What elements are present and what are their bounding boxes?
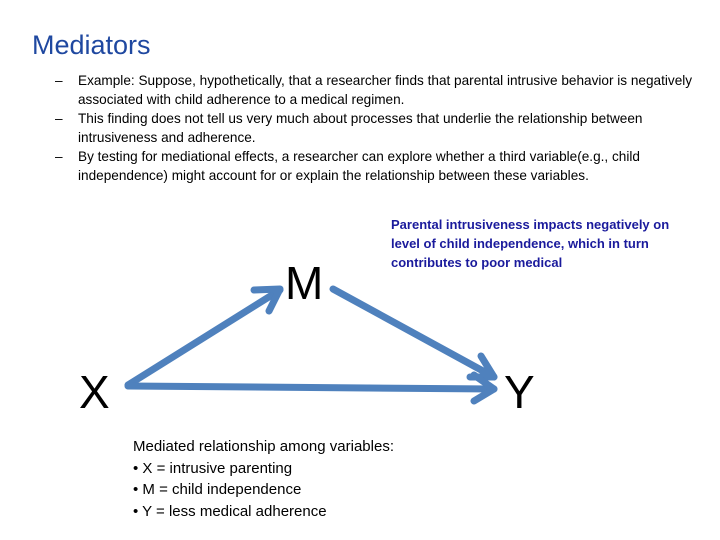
slide-title: Mediators [32, 30, 151, 60]
arrow-m-to-y [333, 289, 494, 377]
node-x: X [79, 366, 110, 418]
mediation-note: Parental intrusiveness impacts negatively on level of child independence, which in turn contributes to poor medical [391, 217, 670, 270]
node-m: M [285, 257, 324, 309]
bullet-text: This finding does not tell us very much about processes that underlie the relationship between intrusiveness and adherence. [78, 111, 643, 145]
legend-heading: Mediated relationship among variables: [133, 438, 394, 455]
variable-legend [133, 436, 394, 522]
legend-item: • Y = less medical adherence [133, 502, 327, 520]
bullet-dash: – [55, 149, 63, 164]
bullet-dash: – [55, 111, 63, 126]
legend-item: • X = intrusive parenting [133, 459, 293, 477]
bullet-dash: – [55, 73, 63, 88]
node-y: Y [504, 366, 535, 418]
bullet-text: Example: Suppose, hypothetically, that a researcher finds that parental intrusive behavior is negatively associated with child adherence to a medical regimen. [78, 73, 693, 107]
bullet-text: By testing for mediational effects, a researcher can explore whether a third variable(e.g., child independence) might account for or explain the relationship between these variables. [78, 149, 640, 183]
legend-item: • M = child independence [133, 481, 302, 498]
arrow-x-to-y [128, 386, 494, 389]
arrow-x-to-m [128, 290, 280, 385]
